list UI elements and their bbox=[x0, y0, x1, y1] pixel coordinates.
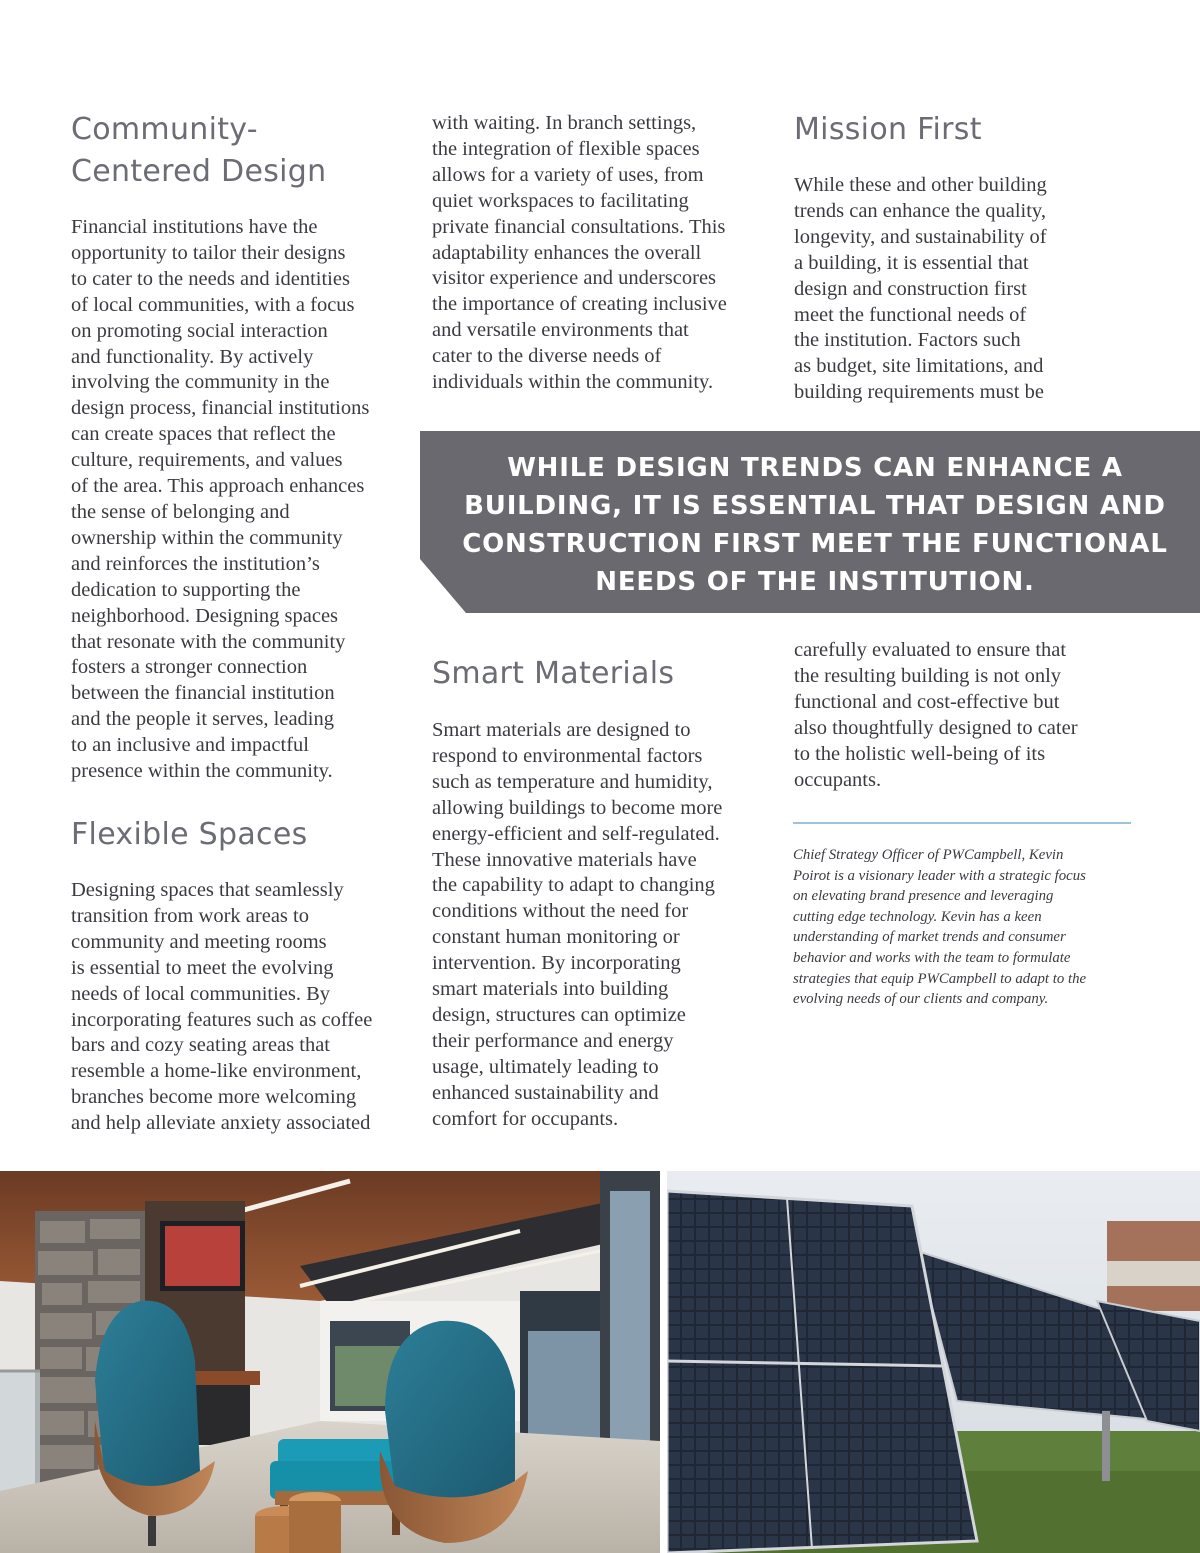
paragraph-mission-first-continued: carefully evaluated to ensure that the resulting building is not only functional and cost-effective but also thoughtfully designed to cater to the holistic well-being of its occupants. bbox=[794, 639, 1078, 791]
author-bio: Chief Strategy Officer of PWCampbell, Kevin Poirot is a visionary leader with a strategic focus on elevating brand presence and leveraging cutting edge technology. Kevin has a keen understanding of market trends and consumer behavior and works with the team to formulate strategies that equip PWCampbell to adapt to the evolving needs of our clients and company. bbox=[793, 847, 1087, 1008]
branch-lounge-photo bbox=[0, 1171, 660, 1553]
paragraph-flexible-spaces: Designing spaces that seamlessly transition from work areas to community and meeting rooms is essential to meet the evolving needs of local communities. By incorporating features such as coffee bars and cozy seating areas that resemble a home-like environment, branches become more welcoming and help alleviate anxiety associated bbox=[71, 879, 373, 1135]
heading-smart-materials: Smart Materials bbox=[432, 656, 675, 691]
heading-flexible-spaces: Flexible Spaces bbox=[71, 817, 308, 852]
heading-mission-first: Mission First bbox=[794, 112, 982, 147]
solar-panels-photo bbox=[667, 1171, 1200, 1553]
paragraph-mission-first: While these and other building trends can enhance the quality, longevity, and sustainability of a building, it is essential that design and construction first meet the functional needs of the institution. Factors such as budget, site limitations, and building requirements must be bbox=[794, 174, 1047, 404]
heading-community-centered-design: Community- Centered Design bbox=[71, 112, 327, 189]
paragraph-flexible-spaces-continued: with waiting. In branch settings, the integration of flexible spaces allows for a variety of uses, from quiet workspaces to facilitating private financial consultations. This adaptability enhances the overall visitor experience and underscores the importance of creating inclusive and versatile environments that cater to the diverse needs of individuals within the community. bbox=[432, 112, 727, 394]
paragraph-smart-materials: Smart materials are designed to respond to environmental factors such as temperature and humidity, allowing buildings to become more energy-efficient and self-regulated. These innovative materials have the capability to adapt to changing conditions without the need for constant human monitoring or intervention. By incorporating smart materials into building design, structures can optimize their performance and energy usage, ultimately leading to enhanced sustainability and comfort for occupants. bbox=[432, 719, 723, 1130]
paragraph-community-design: Financial institutions have the opportunity to tailor their designs to cater to the needs and identities of local communities, with a focus on promoting social interaction and functionality. By actively involving the community in the design process, financial institutions can create spaces that reflect the culture, requirements, and values of the area. This approach enhances the sense of belonging and ownership within the community and reinforces the institution’s dedication to supporting the neighborhood. Designing spaces that resonate with the community fosters a stronger connection between the financial institution and the people it serves, leading to an inclusive and impactful presence within the community. bbox=[71, 216, 370, 783]
divider-rule bbox=[793, 822, 1131, 824]
pullquote-text: WHILE DESIGN TRENDS CAN ENHANCE A BUILDING, IT IS ESSENTIAL THAT DESIGN AND CONSTRUCTION FIRST MEET THE FUNCTIONAL NEEDS OF THE INSTITUTION. bbox=[462, 453, 1168, 597]
